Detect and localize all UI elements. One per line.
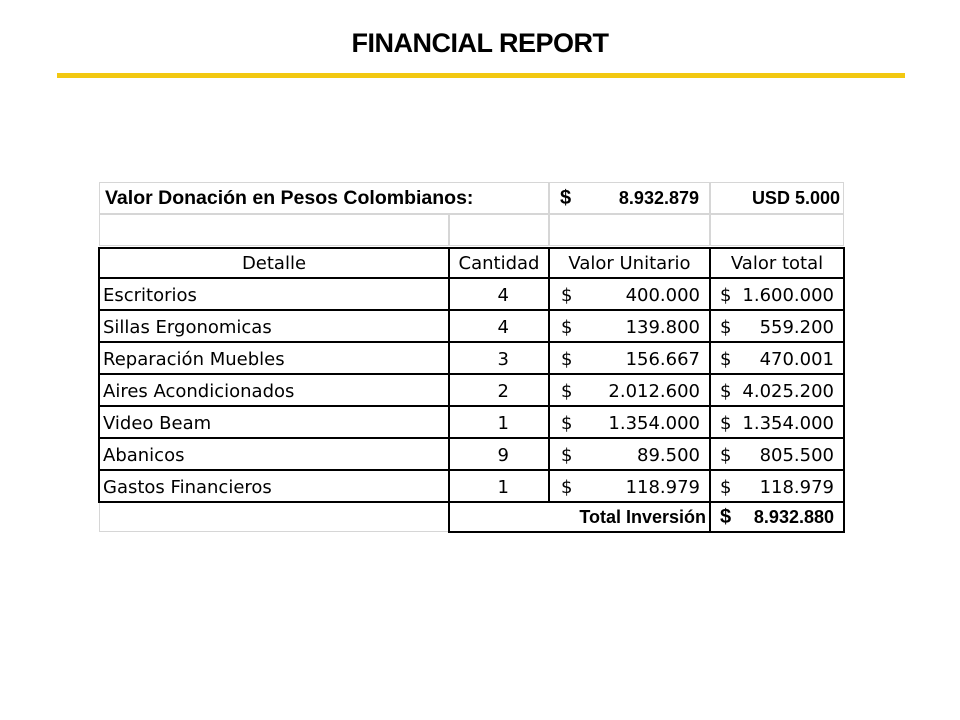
header-valor-unitario: Valor Unitario (568, 252, 691, 274)
row-valor-unitario (549, 376, 710, 406)
row-detalle: Aires Acondicionados (103, 380, 295, 402)
total-value: 1.600.000 (742, 284, 834, 306)
total-value: 8.932.880 (753, 506, 834, 527)
row-valor-unitario (549, 408, 710, 438)
currency-symbol: $ (720, 444, 732, 466)
row-detalle: Reparación Muebles (103, 348, 285, 370)
table-border (99, 373, 845, 375)
currency-symbol: $ (561, 476, 573, 498)
empty-cell (449, 214, 549, 246)
table-border (448, 247, 450, 533)
row-valor-total (710, 408, 844, 438)
row-valor-unitario (549, 312, 710, 342)
row-valor-total (710, 280, 844, 310)
unit-value: 118.979 (625, 476, 700, 498)
row-cantidad: 2 (497, 380, 509, 402)
currency-symbol: $ (720, 316, 732, 338)
currency-symbol: $ (720, 284, 732, 306)
title-underline (57, 73, 905, 78)
row-valor-unitario (549, 440, 710, 470)
table-border (99, 277, 845, 279)
donation-amount: 8.932.879 (618, 187, 699, 208)
row-cantidad: 1 (497, 476, 509, 498)
unit-value: 89.500 (637, 444, 700, 466)
row-detalle: Escritorios (103, 284, 197, 306)
row-valor-total (710, 376, 844, 406)
row-valor-unitario (549, 344, 710, 374)
header-cantidad: Cantidad (458, 252, 540, 274)
row-valor-unitario (549, 280, 710, 310)
header-detalle: Detalle (241, 252, 307, 274)
row-detalle: Gastos Financieros (103, 476, 272, 498)
row-cantidad: 9 (497, 444, 509, 466)
table-border (99, 247, 845, 249)
unit-value: 156.667 (625, 348, 700, 370)
table-border (99, 437, 845, 439)
total-currency-symbol: $ (720, 505, 732, 528)
unit-value: 2.012.600 (608, 380, 700, 402)
empty-cell (99, 502, 449, 532)
currency-symbol: $ (561, 284, 573, 306)
currency-symbol: $ (561, 412, 573, 434)
currency-symbol: $ (720, 476, 732, 498)
table-border (99, 469, 845, 471)
row-valor-unitario (549, 472, 710, 502)
currency-symbol: $ (720, 412, 732, 434)
empty-cell (710, 214, 844, 246)
donation-currency-symbol: $ (560, 186, 572, 209)
total-value: 1.354.000 (742, 412, 834, 434)
total-value: 559.200 (759, 316, 834, 338)
row-valor-total (710, 440, 844, 470)
currency-symbol: $ (561, 348, 573, 370)
currency-symbol: $ (561, 444, 573, 466)
currency-symbol: $ (561, 380, 573, 402)
row-cantidad: 4 (497, 316, 509, 338)
row-detalle: Abanicos (103, 444, 185, 466)
table-border (843, 247, 845, 533)
total-value: 4.025.200 (742, 380, 834, 402)
table-border (449, 531, 845, 533)
row-cantidad: 3 (497, 348, 509, 370)
total-value: 805.500 (759, 444, 834, 466)
donation-usd: USD 5.000 (710, 182, 844, 214)
row-detalle: Sillas Ergonomicas (103, 316, 272, 338)
row-valor-total (710, 472, 844, 502)
donation-amount-cell (549, 182, 710, 214)
empty-cell (549, 214, 710, 246)
table-border (98, 247, 100, 503)
row-valor-total (710, 312, 844, 342)
row-cantidad: 4 (497, 284, 509, 306)
total-label: Total Inversión (579, 506, 706, 527)
empty-cell (99, 214, 449, 246)
unit-value: 1.354.000 (608, 412, 700, 434)
table-border (99, 501, 845, 503)
header-valor-total: Valor total (730, 252, 824, 274)
currency-symbol: $ (720, 348, 732, 370)
donation-label: Valor Donación en Pesos Colombianos: (99, 182, 549, 214)
total-value: 118.979 (759, 476, 834, 498)
currency-symbol: $ (720, 380, 732, 402)
row-cantidad: 1 (497, 412, 509, 434)
total-value: 470.001 (759, 348, 834, 370)
currency-symbol: $ (561, 316, 573, 338)
unit-value: 400.000 (625, 284, 700, 306)
page-title: FINANCIAL REPORT (351, 28, 609, 58)
total-value-cell (710, 502, 844, 532)
table-border (548, 247, 550, 503)
row-detalle: Video Beam (103, 412, 212, 434)
table-border (99, 341, 845, 343)
row-valor-total (710, 344, 844, 374)
table-border (99, 309, 845, 311)
unit-value: 139.800 (625, 316, 700, 338)
table-border (99, 405, 845, 407)
table-border (709, 247, 711, 533)
